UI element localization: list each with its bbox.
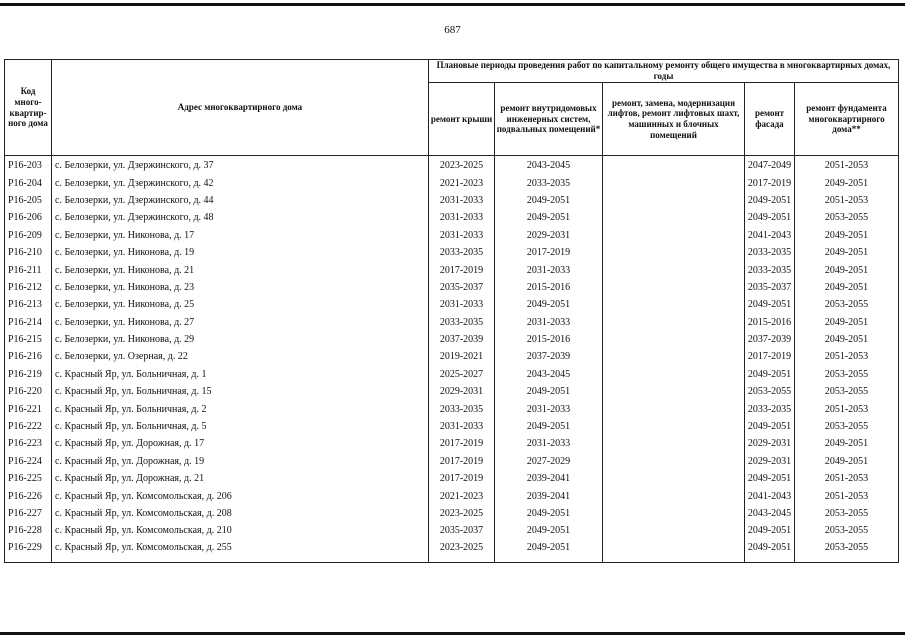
cell-facade: 2043-2045 — [745, 505, 795, 522]
cell-code: Р16-223 — [5, 435, 52, 452]
cell-foundation: 2049-2051 — [795, 279, 899, 296]
cell-systems: 2017-2019 — [495, 244, 603, 261]
cell-address: с. Красный Яр, ул. Комсомольская, д. 206 — [52, 487, 429, 504]
cell-address: с. Белозерки, ул. Озерная, д. 22 — [52, 348, 429, 365]
cell-facade: 2017-2019 — [745, 174, 795, 191]
cell-roof: 2031-2033 — [429, 296, 495, 313]
table-row — [5, 279, 899, 296]
cell-facade: 2049-2051 — [745, 192, 795, 209]
cell-foundation: 2049-2051 — [795, 227, 899, 244]
cell-roof: 2019-2021 — [429, 348, 495, 365]
cell-address: с. Красный Яр, ул. Больничная, д. 5 — [52, 418, 429, 435]
cell-foundation: 2053-2055 — [795, 383, 899, 400]
table-row — [5, 522, 899, 539]
cell-foundation: 2049-2051 — [795, 244, 899, 261]
cell-facade: 2049-2051 — [745, 366, 795, 383]
cell-elevators — [603, 487, 745, 504]
cell-elevators — [603, 383, 745, 400]
table-row — [5, 156, 899, 175]
cell-roof: 2017-2019 — [429, 470, 495, 487]
cell-foundation: 2049-2051 — [795, 261, 899, 278]
cell-address: с. Красный Яр, ул. Комсомольская, д. 208 — [52, 505, 429, 522]
cell-foundation: 2053-2055 — [795, 296, 899, 313]
cell-address: с. Красный Яр, ул. Больничная, д. 2 — [52, 400, 429, 417]
top-border-rule — [0, 3, 905, 6]
bottom-border-rule — [0, 632, 905, 635]
cell-foundation: 2049-2051 — [795, 314, 899, 331]
cell-foundation: 2053-2055 — [795, 522, 899, 539]
header-planned-periods: Плановые периоды проведения работ по капитальному ремонту общего имущества в многоквартирных домах, годы — [429, 60, 899, 83]
cell-roof: 2031-2033 — [429, 418, 495, 435]
table-row — [5, 540, 899, 563]
cell-foundation: 2049-2051 — [795, 453, 899, 470]
cell-systems: 2015-2016 — [495, 331, 603, 348]
page-number: 687 — [444, 24, 461, 36]
cell-elevators — [603, 522, 745, 539]
cell-roof: 2017-2019 — [429, 261, 495, 278]
table-row — [5, 435, 899, 452]
cell-code: Р16-224 — [5, 453, 52, 470]
cell-elevators — [603, 261, 745, 278]
cell-address: с. Красный Яр, ул. Больничная, д. 1 — [52, 366, 429, 383]
cell-facade: 2015-2016 — [745, 314, 795, 331]
table-row — [5, 296, 899, 313]
cell-address: с. Белозерки, ул. Дзержинского, д. 44 — [52, 192, 429, 209]
cell-address: с. Белозерки, ул. Дзержинского, д. 37 — [52, 156, 429, 175]
cell-roof: 2035-2037 — [429, 279, 495, 296]
table-row — [5, 505, 899, 522]
cell-facade: 2041-2043 — [745, 487, 795, 504]
cell-elevators — [603, 453, 745, 470]
cell-facade: 2033-2035 — [745, 400, 795, 417]
table-row — [5, 487, 899, 504]
table-row — [5, 192, 899, 209]
cell-systems: 2049-2051 — [495, 540, 603, 563]
cell-elevators — [603, 156, 745, 175]
cell-systems: 2049-2051 — [495, 505, 603, 522]
cell-address: с. Белозерки, ул. Никонова, д. 27 — [52, 314, 429, 331]
cell-address: с. Красный Яр, ул. Комсомольская, д. 255 — [52, 540, 429, 563]
cell-address: с. Белозерки, ул. Дзержинского, д. 42 — [52, 174, 429, 191]
cell-code: Р16-226 — [5, 487, 52, 504]
cell-elevators — [603, 348, 745, 365]
cell-roof: 2017-2019 — [429, 453, 495, 470]
cell-code: Р16-204 — [5, 174, 52, 191]
cell-address: с. Белозерки, ул. Никонова, д. 29 — [52, 331, 429, 348]
cell-elevators — [603, 209, 745, 226]
cell-foundation: 2053-2055 — [795, 505, 899, 522]
cell-roof: 2033-2035 — [429, 400, 495, 417]
cell-code: Р16-212 — [5, 279, 52, 296]
cell-facade: 2035-2037 — [745, 279, 795, 296]
cell-roof: 2025-2027 — [429, 366, 495, 383]
cell-systems: 2049-2051 — [495, 522, 603, 539]
cell-elevators — [603, 331, 745, 348]
cell-systems: 2015-2016 — [495, 279, 603, 296]
cell-foundation: 2051-2053 — [795, 348, 899, 365]
cell-foundation: 2053-2055 — [795, 209, 899, 226]
table-row — [5, 227, 899, 244]
cell-facade: 2049-2051 — [745, 470, 795, 487]
cell-elevators — [603, 296, 745, 313]
cell-foundation: 2053-2055 — [795, 366, 899, 383]
cell-systems: 2043-2045 — [495, 366, 603, 383]
cell-elevators — [603, 400, 745, 417]
cell-address: с. Белозерки, ул. Никонова, д. 17 — [52, 227, 429, 244]
cell-systems: 2031-2033 — [495, 435, 603, 452]
cell-facade: 2053-2055 — [745, 383, 795, 400]
cell-elevators — [603, 505, 745, 522]
table-row — [5, 174, 899, 191]
cell-address: с. Белозерки, ул. Никонова, д. 23 — [52, 279, 429, 296]
table-row — [5, 453, 899, 470]
table-body — [5, 156, 899, 563]
cell-elevators — [603, 540, 745, 563]
cell-foundation: 2051-2053 — [795, 192, 899, 209]
cell-elevators — [603, 435, 745, 452]
cell-foundation: 2053-2055 — [795, 540, 899, 563]
cell-elevators — [603, 174, 745, 191]
cell-roof: 2029-2031 — [429, 383, 495, 400]
cell-code: Р16-206 — [5, 209, 52, 226]
cell-roof: 2023-2025 — [429, 156, 495, 175]
cell-roof: 2033-2035 — [429, 314, 495, 331]
capital-repair-schedule-table — [4, 59, 899, 563]
cell-roof: 2031-2033 — [429, 227, 495, 244]
cell-foundation: 2051-2053 — [795, 156, 899, 175]
cell-facade: 2049-2051 — [745, 418, 795, 435]
cell-code: Р16-214 — [5, 314, 52, 331]
cell-facade: 2049-2051 — [745, 540, 795, 563]
cell-systems: 2049-2051 — [495, 192, 603, 209]
cell-systems: 2029-2031 — [495, 227, 603, 244]
cell-facade: 2029-2031 — [745, 453, 795, 470]
cell-facade: 2037-2039 — [745, 331, 795, 348]
cell-code: Р16-225 — [5, 470, 52, 487]
cell-address: с. Красный Яр, ул. Дорожная, д. 17 — [52, 435, 429, 452]
cell-facade: 2047-2049 — [745, 156, 795, 175]
cell-roof: 2031-2033 — [429, 192, 495, 209]
cell-code: Р16-211 — [5, 261, 52, 278]
header-elevators: ремонт, замена, модернизация лифтов, ремонт лифтовых шахт, машинных и блочных помещений — [603, 83, 745, 156]
cell-facade: 2033-2035 — [745, 244, 795, 261]
cell-code: Р16-228 — [5, 522, 52, 539]
cell-systems: 2049-2051 — [495, 418, 603, 435]
cell-systems: 2049-2051 — [495, 296, 603, 313]
cell-address: с. Белозерки, ул. Никонова, д. 19 — [52, 244, 429, 261]
table-row — [5, 348, 899, 365]
header-address: Адрес многоквартирного дома — [52, 60, 429, 156]
cell-facade: 2033-2035 — [745, 261, 795, 278]
cell-facade: 2041-2043 — [745, 227, 795, 244]
cell-systems: 2039-2041 — [495, 470, 603, 487]
cell-code: Р16-219 — [5, 366, 52, 383]
cell-address: с. Красный Яр, ул. Дорожная, д. 19 — [52, 453, 429, 470]
cell-code: Р16-215 — [5, 331, 52, 348]
cell-code: Р16-205 — [5, 192, 52, 209]
cell-address: с. Белозерки, ул. Никонова, д. 21 — [52, 261, 429, 278]
table-row — [5, 418, 899, 435]
cell-code: Р16-227 — [5, 505, 52, 522]
cell-code: Р16-229 — [5, 540, 52, 563]
table-row — [5, 366, 899, 383]
cell-systems: 2031-2033 — [495, 314, 603, 331]
cell-roof: 2035-2037 — [429, 522, 495, 539]
cell-roof: 2023-2025 — [429, 540, 495, 563]
table-row — [5, 209, 899, 226]
table-row — [5, 244, 899, 261]
cell-foundation: 2049-2051 — [795, 174, 899, 191]
cell-elevators — [603, 244, 745, 261]
cell-foundation: 2051-2053 — [795, 487, 899, 504]
cell-systems: 2043-2045 — [495, 156, 603, 175]
cell-roof: 2037-2039 — [429, 331, 495, 348]
cell-facade: 2017-2019 — [745, 348, 795, 365]
cell-elevators — [603, 279, 745, 296]
cell-systems: 2031-2033 — [495, 261, 603, 278]
cell-foundation: 2053-2055 — [795, 418, 899, 435]
cell-address: с. Красный Яр, ул. Больничная, д. 15 — [52, 383, 429, 400]
cell-roof: 2021-2023 — [429, 174, 495, 191]
cell-code: Р16-221 — [5, 400, 52, 417]
header-systems: ремонт внутридомовых инженерных систем, подвальных помещений* — [495, 83, 603, 156]
cell-elevators — [603, 314, 745, 331]
cell-elevators — [603, 227, 745, 244]
cell-address: с. Белозерки, ул. Никонова, д. 25 — [52, 296, 429, 313]
cell-systems: 2033-2035 — [495, 174, 603, 191]
table-row — [5, 261, 899, 278]
cell-systems: 2027-2029 — [495, 453, 603, 470]
cell-address: с. Красный Яр, ул. Комсомольская, д. 210 — [52, 522, 429, 539]
cell-roof: 2033-2035 — [429, 244, 495, 261]
cell-code: Р16-210 — [5, 244, 52, 261]
cell-facade: 2049-2051 — [745, 296, 795, 313]
cell-elevators — [603, 418, 745, 435]
table-row — [5, 400, 899, 417]
cell-code: Р16-220 — [5, 383, 52, 400]
cell-roof: 2017-2019 — [429, 435, 495, 452]
cell-roof: 2021-2023 — [429, 487, 495, 504]
cell-systems: 2049-2051 — [495, 209, 603, 226]
cell-code: Р16-213 — [5, 296, 52, 313]
cell-foundation: 2049-2051 — [795, 331, 899, 348]
cell-roof: 2023-2025 — [429, 505, 495, 522]
cell-code: Р16-216 — [5, 348, 52, 365]
header-foundation: ремонт фундамента многоквартирного дома** — [795, 83, 899, 156]
cell-roof: 2031-2033 — [429, 209, 495, 226]
cell-foundation: 2051-2053 — [795, 470, 899, 487]
cell-systems: 2037-2039 — [495, 348, 603, 365]
cell-code: Р16-209 — [5, 227, 52, 244]
cell-code: Р16-222 — [5, 418, 52, 435]
cell-facade: 2049-2051 — [745, 522, 795, 539]
cell-address: с. Красный Яр, ул. Дорожная, д. 21 — [52, 470, 429, 487]
table-row — [5, 470, 899, 487]
cell-systems: 2031-2033 — [495, 400, 603, 417]
cell-foundation: 2049-2051 — [795, 435, 899, 452]
cell-elevators — [603, 470, 745, 487]
cell-facade: 2049-2051 — [745, 209, 795, 226]
cell-elevators — [603, 366, 745, 383]
cell-systems: 2049-2051 — [495, 383, 603, 400]
cell-systems: 2039-2041 — [495, 487, 603, 504]
header-roof: ремонт крыши — [429, 83, 495, 156]
table-row — [5, 331, 899, 348]
cell-elevators — [603, 192, 745, 209]
table-row — [5, 314, 899, 331]
header-code: Код много-квартир-ного дома — [5, 60, 52, 156]
cell-code: Р16-203 — [5, 156, 52, 175]
header-facade: ремонт фасада — [745, 83, 795, 156]
cell-facade: 2029-2031 — [745, 435, 795, 452]
table-row — [5, 383, 899, 400]
cell-foundation: 2051-2053 — [795, 400, 899, 417]
cell-address: с. Белозерки, ул. Дзержинского, д. 48 — [52, 209, 429, 226]
